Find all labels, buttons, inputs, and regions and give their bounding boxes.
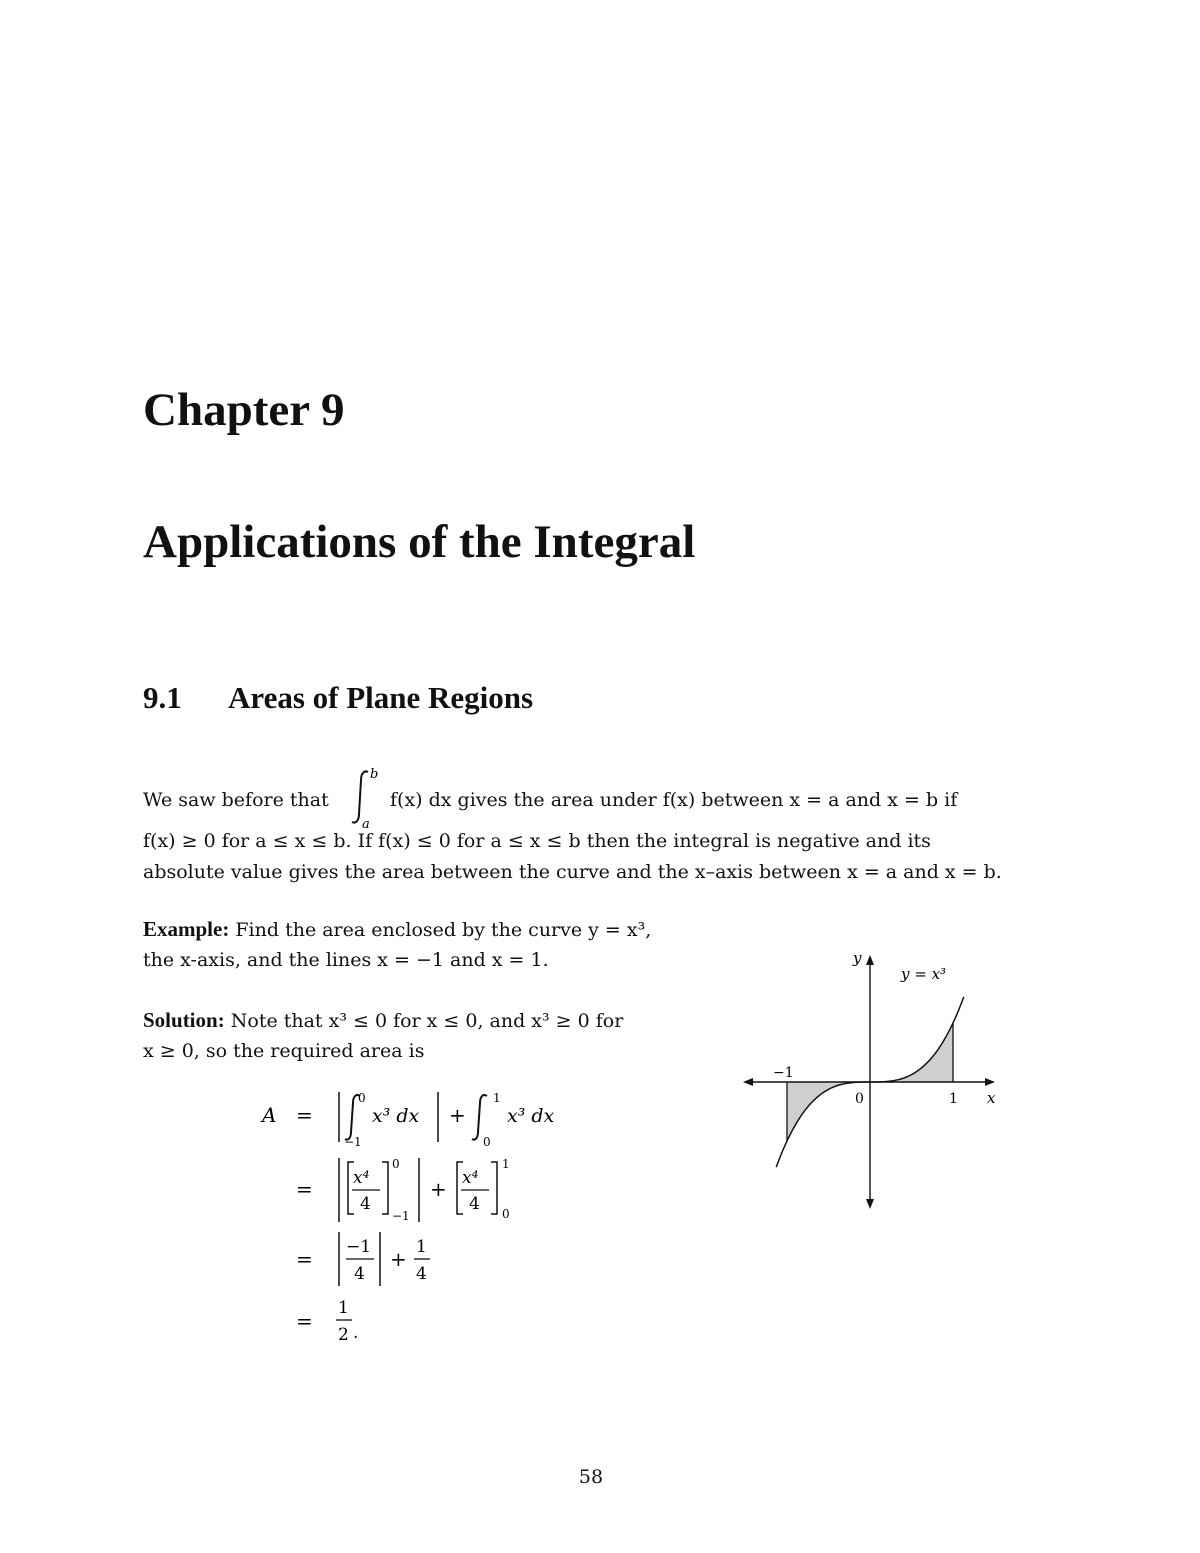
eq-frac-den-5: 2 [338, 1325, 349, 1345]
cubic-graph [735, 945, 1015, 1220]
area-equation [250, 1080, 590, 1355]
paragraph-line-2: f(x) ≥ 0 for a ≤ x ≤ b. If f(x) ≤ 0 for a ≤ x ≤ b then the integral is negative and its [143, 830, 931, 852]
eq-frac-num-2: x⁴ [462, 1168, 479, 1188]
example-label: Example: [143, 917, 230, 941]
eq-frac-den-4: 4 [416, 1264, 427, 1284]
chapter-heading: Chapter 9 [143, 384, 345, 436]
page-number: 58 [578, 1466, 604, 1488]
y-axis-up-arrow [866, 955, 874, 965]
eq-bracket-low-2: 0 [502, 1207, 510, 1221]
eq-integrand-1: x³ dx [372, 1105, 420, 1127]
eq-plus-1: + [449, 1103, 466, 1127]
example-line-1 [143, 917, 651, 942]
eq-frac-num-1: x⁴ [353, 1168, 370, 1188]
eq-frac-den-1: 4 [360, 1194, 371, 1214]
eq-lower-2: 0 [483, 1135, 491, 1149]
integral-lower-limit: a [362, 817, 370, 828]
solution-text-1: Note that x³ ≤ 0 for x ≤ 0, and x³ ≥ 0 for [230, 1010, 624, 1032]
tick-label-neg1: −1 [773, 1065, 794, 1081]
paragraph-line-1a: We saw before that [143, 789, 329, 811]
curve-label: y = x³ [901, 965, 947, 983]
section-title: Areas of Plane Regions [228, 680, 534, 715]
eq-bracket-up-1: 0 [392, 1157, 400, 1171]
eq-bracket-low-1: −1 [392, 1209, 410, 1223]
eq-upper-1: 0 [358, 1091, 366, 1105]
eq-equals-2: = [296, 1177, 313, 1201]
integral-upper-limit: b [370, 767, 378, 782]
eq-lhs: A [262, 1103, 277, 1127]
eq-period: . [353, 1323, 359, 1343]
eq-plus-3: + [390, 1247, 407, 1271]
example-text-1: Find the area enclosed by the curve y = x³, [235, 919, 652, 941]
paragraph-line-1b: f(x) dx gives the area under f(x) between x = a and x = b if [390, 789, 958, 811]
section-number: 9.1 [143, 680, 182, 715]
eq-frac-num-4: 1 [416, 1237, 427, 1257]
eq-frac-den-2: 4 [469, 1194, 480, 1214]
paragraph-line-3: absolute value gives the area between the curve and the x–axis between x = a and x = b. [143, 861, 1002, 883]
eq-lower-1: −1 [344, 1135, 362, 1149]
tick-label-0: 0 [855, 1091, 864, 1107]
eq-frac-num-3: −1 [346, 1237, 372, 1257]
x-axis-right-arrow [985, 1078, 995, 1086]
eq-upper-2: 1 [493, 1091, 501, 1105]
y-axis-down-arrow [866, 1199, 874, 1209]
integral-sign [348, 766, 378, 828]
solution-label: Solution: [143, 1008, 225, 1032]
solution-line-1 [143, 1008, 623, 1033]
example-line-2: the x-axis, and the lines x = −1 and x = 1. [143, 949, 549, 971]
y-axis-label: y [853, 949, 862, 967]
eq-frac-num-5: 1 [338, 1298, 349, 1318]
x-axis-label: x [987, 1089, 996, 1107]
eq-frac-den-3: 4 [354, 1264, 365, 1284]
integral-sign-2 [472, 1095, 487, 1140]
solution-line-2: x ≥ 0, so the required area is [143, 1040, 425, 1062]
eq-equals-1: = [296, 1103, 313, 1127]
eq-bracket-up-2: 1 [502, 1157, 510, 1171]
tick-label-1: 1 [949, 1091, 958, 1107]
shaded-region-positive [870, 1023, 953, 1082]
eq-integrand-2: x³ dx [507, 1105, 555, 1127]
x-axis-left-arrow [743, 1078, 753, 1086]
eq-equals-3: = [296, 1247, 313, 1271]
eq-equals-4: = [296, 1309, 313, 1333]
eq-plus-2: + [430, 1177, 447, 1201]
chapter-title: Applications of the Integral [143, 516, 696, 568]
